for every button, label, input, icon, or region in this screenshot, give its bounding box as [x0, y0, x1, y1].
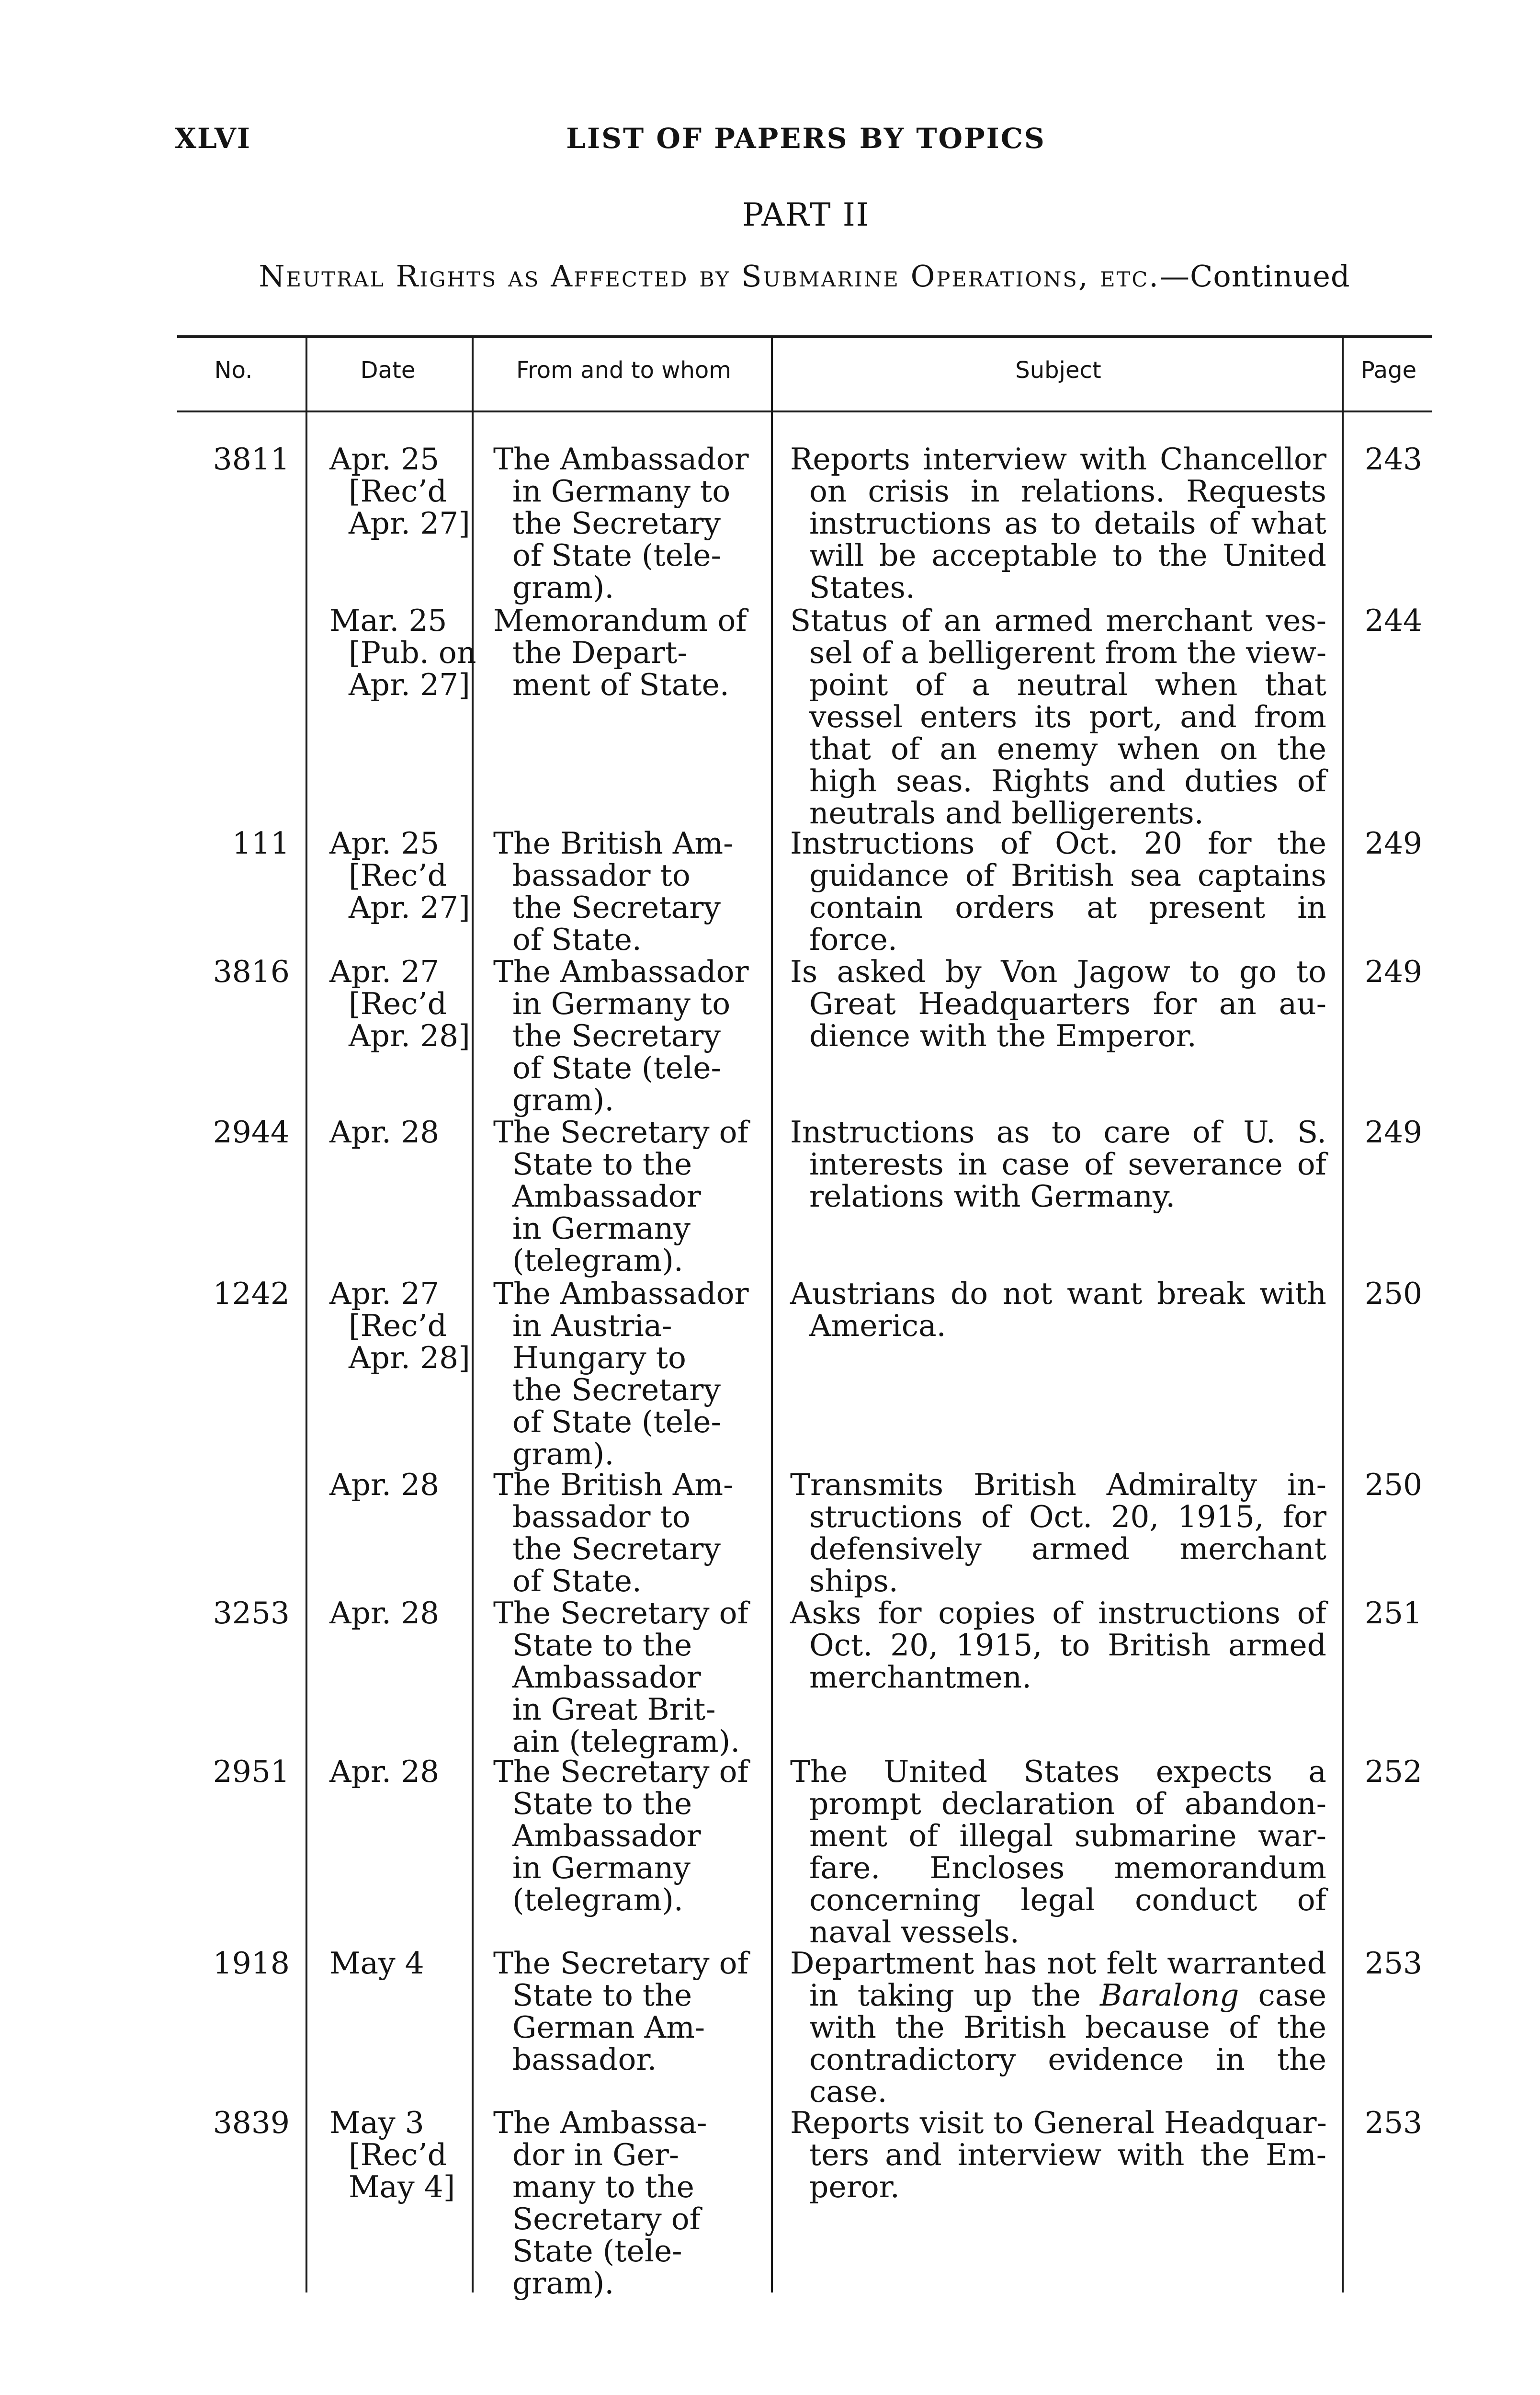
paper-subject-line: America.: [809, 1308, 946, 1343]
paper-from-to-line: of State.: [512, 1563, 642, 1598]
paper-from-to-line: in Germany: [512, 1850, 691, 1885]
paper-subject-line: vessel enters its port, and from: [809, 699, 1326, 734]
paper-number: 1918: [213, 1946, 290, 1981]
paper-subject: [790, 956, 1326, 1052]
paper-subject-line: ters and interview with the Em-: [809, 2137, 1326, 2172]
paper-from-to-line: the Secretary: [512, 890, 721, 925]
paper-number: 3839: [213, 2105, 290, 2140]
paper-from-to-line: The British Am-: [493, 826, 734, 861]
paper-subject: [790, 1469, 1326, 1597]
paper-subject: [790, 827, 1326, 956]
paper-from-to: [493, 1597, 761, 1757]
paper-from-to-line: The Ambassador: [493, 1276, 749, 1311]
paper-subject-line: neutrals and belligerents.: [809, 796, 1204, 831]
paper-from-to-line: bassador to: [512, 1499, 691, 1534]
paper-subject: [790, 1947, 1326, 2108]
paper-from-to-line: gram).: [512, 2266, 614, 2301]
paper-from-to-line: of State (tele-: [512, 1050, 721, 1085]
paper-subject-line: instructions as to details of what: [809, 506, 1326, 541]
paper-subject-line: merchantmen.: [809, 1660, 1032, 1695]
paper-number: 3816: [213, 954, 290, 989]
paper-from-to-line: The Ambassador: [493, 954, 749, 989]
paper-page: 249: [1364, 1115, 1423, 1150]
table-header-rule: [177, 411, 1432, 412]
paper-date-line: [Rec’d: [349, 986, 447, 1021]
paper-from-to: [493, 1277, 761, 1470]
paper-from-to-line: State to the: [512, 1786, 692, 1821]
paper-from-to-line: (telegram).: [512, 1882, 683, 1917]
paper-from-to-line: The Ambassa-: [493, 2105, 707, 2140]
paper-from-to-line: Ambassador: [512, 1818, 701, 1853]
paper-date-line: [Rec’d: [349, 2137, 447, 2172]
paper-subject-line: The United States expects a: [790, 1754, 1326, 1789]
paper-date-line: Apr. 28: [329, 1467, 440, 1502]
paper-from-to-line: dor in Ger-: [512, 2137, 679, 2172]
paper-from-to-line: State to the: [512, 1628, 692, 1663]
paper-date-line: Apr. 28]: [349, 1340, 470, 1375]
paper-subject-line: on crisis in relations. Requests: [809, 474, 1326, 509]
paper-from-to-line: German Am-: [512, 2010, 705, 2045]
paper-date-line: Apr. 28: [329, 1115, 440, 1150]
paper-subject: [790, 1756, 1326, 1948]
paper-from-to-line: gram).: [512, 1437, 614, 1471]
paper-date: [329, 956, 473, 1052]
paper-number: 2944: [213, 1115, 290, 1150]
paper-subject-line: will be acceptable to the United: [809, 538, 1326, 573]
paper-from-to-line: in Germany to: [512, 986, 731, 1021]
paper-from-to-line: The Secretary of: [493, 1946, 748, 1981]
paper-subject-line: Department has not felt warranted: [790, 1946, 1326, 1981]
paper-number: 111: [232, 826, 290, 861]
paper-from-to-line: Secretary of: [512, 2201, 701, 2236]
paper-subject-line: peror.: [809, 2169, 900, 2204]
paper-from-to-line: Hungary to: [512, 1340, 686, 1375]
paper-subject-line: that of an enemy when on the: [809, 731, 1326, 766]
paper-from-to-line: of State (tele-: [512, 538, 721, 573]
paper-subject-line: in taking up the Baralong case: [809, 1978, 1326, 2013]
paper-subject-line: contain orders at present in: [809, 890, 1326, 925]
paper-from-to-line: many to the: [512, 2169, 694, 2204]
paper-from-to-line: Memorandum of: [493, 603, 747, 638]
paper-from-to: [493, 827, 761, 956]
paper-subject-line: Instructions of Oct. 20 for the: [790, 826, 1326, 861]
paper-subject-line: Reports interview with Chancellor: [790, 442, 1326, 477]
paper-subject-line: Austrians do not want break with: [790, 1276, 1326, 1311]
paper-subject-line: contradictory evidence in the: [809, 2042, 1326, 2077]
paper-from-to: [493, 1756, 761, 1916]
paper-subject: [790, 604, 1326, 829]
paper-subject-line: interests in case of severance of: [809, 1147, 1326, 1182]
paper-date-line: [Rec’d: [349, 858, 447, 893]
paper-date: [329, 1756, 473, 1788]
paper-date: [329, 1469, 473, 1501]
part-heading: PART II: [742, 196, 870, 233]
paper-from-to-line: The Ambassador: [493, 442, 749, 477]
paper-subject-line: dience with the Emperor.: [809, 1018, 1197, 1053]
paper-from-to-line: The Secretary of: [493, 1596, 748, 1631]
ship-name: Baralong: [1100, 1978, 1239, 2013]
paper-page: 252: [1364, 1754, 1423, 1789]
paper-subject-line: force.: [809, 922, 897, 957]
paper-from-to-line: the Secretary: [512, 1018, 721, 1053]
column-header-page: Page: [1360, 357, 1417, 384]
paper-subject-line: Transmits British Admiralty in-: [790, 1467, 1326, 1502]
paper-subject-line: high seas. Rights and duties of: [809, 764, 1326, 798]
paper-date-line: [Rec’d: [349, 1308, 447, 1343]
column-divider: [306, 338, 307, 2292]
running-title: LIST OF PAPERS BY TOPICS: [566, 122, 1046, 155]
paper-page: 249: [1364, 954, 1423, 989]
paper-subject-line: structions of Oct. 20, 1915, for: [809, 1499, 1326, 1534]
paper-subject-line: States.: [809, 570, 915, 605]
paper-page: 250: [1364, 1467, 1423, 1502]
paper-subject-line: naval vessels.: [809, 1915, 1019, 1950]
paper-from-to-line: (telegram).: [512, 1243, 683, 1278]
paper-date-line: Apr. 27: [329, 1276, 440, 1311]
column-divider: [1342, 338, 1344, 2292]
paper-date-line: Apr. 27]: [349, 667, 470, 702]
paper-date: [329, 1597, 473, 1629]
paper-from-to-line: the Secretary: [512, 506, 721, 541]
paper-from-to-line: the Depart-: [512, 635, 688, 670]
paper-subject-line: sel of a belligerent from the view-: [809, 635, 1327, 670]
paper-subject-line: fare. Encloses memorandum: [809, 1850, 1326, 1885]
paper-page: 253: [1364, 1946, 1423, 1981]
paper-date-line: Apr. 27: [329, 954, 440, 989]
paper-date: [329, 1277, 473, 1374]
paper-page: 249: [1364, 826, 1423, 861]
table-top-rule: [177, 335, 1432, 338]
paper-from-to-line: in Austria-: [512, 1308, 672, 1343]
paper-subject-line: ment of illegal submarine war-: [809, 1818, 1326, 1853]
paper-date: [329, 1947, 473, 1979]
paper-subject-line: with the British because of the: [809, 2010, 1326, 2045]
paper-from-to-line: The Secretary of: [493, 1754, 748, 1789]
paper-subject-line: Instructions as to care of U. S.: [790, 1115, 1326, 1150]
paper-date-line: Apr. 28: [329, 1754, 440, 1789]
paper-subject-line: case.: [809, 2074, 887, 2109]
paper-from-to-line: ment of State.: [512, 667, 729, 702]
paper-from-to-line: of State.: [512, 922, 642, 957]
running-head: [0, 122, 1540, 160]
paper-subject-line: Oct. 20, 1915, to British armed: [809, 1628, 1326, 1663]
paper-subject-line: concerning legal conduct of: [809, 1882, 1326, 1917]
paper-date-line: May 4]: [349, 2169, 455, 2204]
paper-date-line: May 3: [329, 2105, 424, 2140]
paper-date-line: Apr. 28: [329, 1596, 440, 1631]
paper-subject: [790, 1116, 1326, 1212]
paper-number: 3253: [213, 1596, 290, 1631]
paper-date: [329, 827, 473, 924]
paper-from-to-line: bassador.: [512, 2042, 657, 2077]
paper-date-line: Apr. 25: [329, 826, 440, 861]
paper-subject: [790, 1597, 1326, 1693]
column-header-date: Date: [360, 357, 416, 384]
paper-subject-line: defensively armed merchant: [809, 1531, 1326, 1566]
paper-subject: [790, 443, 1326, 604]
paper-from-to: [493, 443, 761, 604]
paper-subject-line: Great Headquarters for an au-: [809, 986, 1326, 1021]
paper-from-to-line: Ambassador: [512, 1660, 701, 1695]
paper-from-to-line: in Germany: [512, 1211, 691, 1246]
paper-page: 253: [1364, 2105, 1423, 2140]
paper-number: 3811: [213, 442, 290, 477]
paper-from-to-line: bassador to: [512, 858, 691, 893]
paper-from-to: [493, 956, 761, 1116]
paper-subject-line: relations with Germany.: [809, 1179, 1176, 1214]
paper-from-to-line: ain (telegram).: [512, 1724, 740, 1759]
paper-subject-line: point of a neutral when that: [809, 667, 1326, 702]
paper-date-line: Apr. 27]: [349, 890, 470, 925]
paper-from-to-line: in Great Brit-: [512, 1692, 716, 1727]
paper-date-line: [Pub. on: [349, 635, 476, 670]
paper-from-to-line: the Secretary: [512, 1372, 721, 1407]
paper-from-to-line: State to the: [512, 1147, 692, 1182]
paper-from-to-line: in Germany to: [512, 474, 731, 509]
paper-date-line: [Rec’d: [349, 474, 447, 509]
paper-from-to-line: State (tele-: [512, 2234, 682, 2269]
section-title: Neutral Rights as Affected by Submarine Operations, etc.: [259, 259, 1160, 294]
paper-page: 251: [1364, 1596, 1423, 1631]
column-divider: [771, 338, 773, 2292]
column-header-from: From and to whom: [516, 357, 731, 384]
paper-date-line: Apr. 27]: [349, 506, 470, 541]
paper-number: 2951: [213, 1754, 290, 1789]
paper-from-to: [493, 604, 761, 701]
paper-from-to-line: the Secretary: [512, 1531, 721, 1566]
paper-date-line: May 4: [329, 1946, 424, 1981]
paper-from-to: [493, 2107, 761, 2299]
paper-from-to: [493, 1947, 761, 2076]
paper-page: 244: [1364, 603, 1423, 638]
paper-from-to: [493, 1469, 761, 1597]
paper-subject-line: guidance of British sea captains: [809, 858, 1326, 893]
paper-page: 243: [1364, 442, 1423, 477]
paper-subject-line: Status of an armed merchant ves-: [790, 603, 1326, 638]
paper-date-line: Mar. 25: [329, 603, 447, 638]
paper-from-to: [493, 1116, 761, 1277]
paper-subject-line: ships.: [809, 1563, 898, 1598]
paper-from-to-line: State to the: [512, 1978, 692, 2013]
column-header-no: No.: [214, 357, 253, 384]
paper-subject: [790, 1277, 1326, 1342]
paper-from-to-line: gram).: [512, 1083, 614, 1118]
paper-date: [329, 603, 476, 702]
paper-subject-line: Is asked by Von Jagow to go to: [790, 954, 1326, 989]
paper-from-to-line: The Secretary of: [493, 1115, 748, 1150]
section-continued: —Continued: [1159, 259, 1350, 294]
paper-subject-line: prompt declaration of abandon-: [809, 1786, 1326, 1821]
paper-date: [329, 2107, 473, 2203]
paper-subject-line: Asks for copies of instructions of: [790, 1596, 1326, 1631]
paper-page: 250: [1364, 1276, 1423, 1311]
paper-from-to-line: Ambassador: [512, 1179, 701, 1214]
page-folio: XLVI: [175, 122, 251, 155]
paper-date-line: Apr. 28]: [349, 1018, 470, 1053]
paper-from-to-line: The British Am-: [493, 1467, 734, 1502]
paper-subject-line: Reports visit to General Headquar-: [790, 2105, 1327, 2140]
paper-number: 1242: [213, 1276, 290, 1311]
paper-date-line: Apr. 25: [329, 442, 440, 477]
column-header-subject: Subject: [1015, 357, 1101, 384]
paper-from-to-line: gram).: [512, 570, 614, 605]
paper-subject: [790, 2107, 1326, 2203]
paper-from-to-line: of State (tele-: [512, 1404, 721, 1439]
paper-date: [329, 1116, 473, 1148]
paper-date: [329, 443, 473, 539]
section-heading: [177, 259, 1432, 294]
